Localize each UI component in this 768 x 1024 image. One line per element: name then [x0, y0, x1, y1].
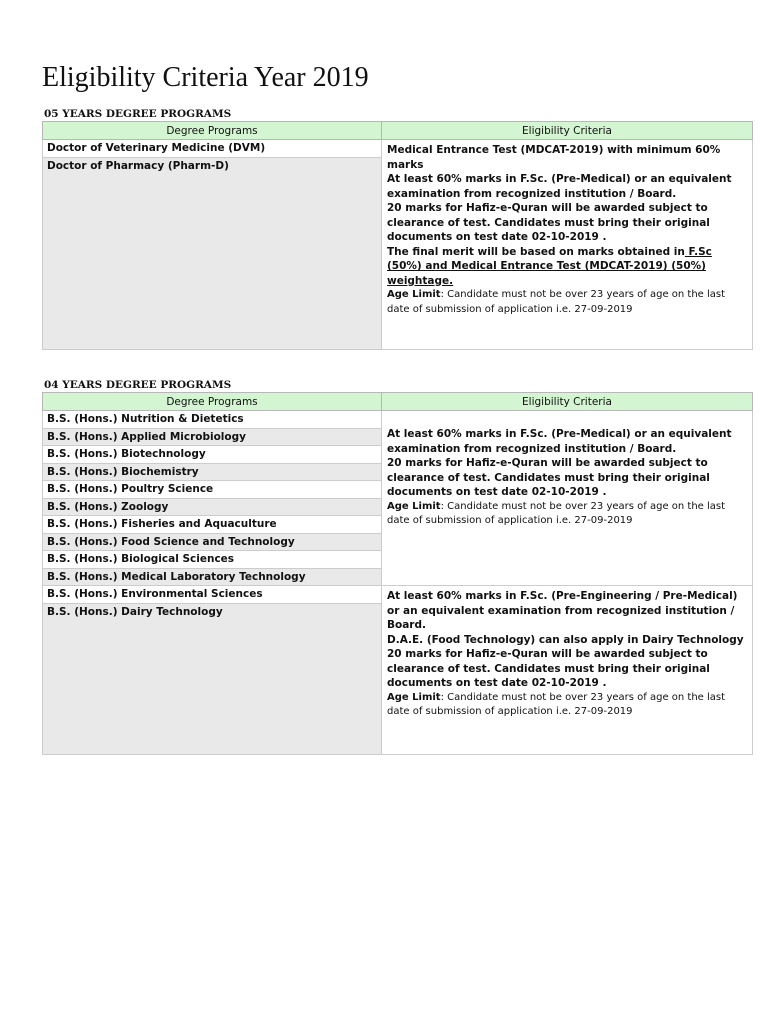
- table-4yr-programs: [42, 392, 753, 755]
- age-limit-label: Age Limit: [387, 500, 441, 512]
- criteria-fsc: At least 60% marks in F.Sc. (Pre-Engineering / Pre-Medical) or an equivalent examination from recognized institution / Board.: [387, 590, 738, 631]
- section-heading-4yr: 04 YEARS DEGREE PROGRAMS: [44, 379, 232, 391]
- col-header-criteria: Eligibility Criteria: [382, 393, 753, 411]
- empty-cell: [43, 174, 382, 350]
- program-cell: B.S. (Hons.) Food Science and Technology: [43, 533, 382, 551]
- program-cell: Doctor of Pharmacy (Pharm-D): [43, 157, 382, 174]
- table-5yr-programs: [42, 121, 753, 350]
- col-header-programs: Degree Programs: [43, 122, 382, 140]
- criteria-mdcat: Medical Entrance Test (MDCAT-2019) with minimum 60% marks: [387, 144, 721, 171]
- program-cell: Doctor of Veterinary Medicine (DVM): [43, 140, 382, 158]
- criteria-hafiz: 20 marks for Hafiz-e-Quran will be awarded subject to clearance of test. Candidates must bring their original documents on test date 02-10-2019 .: [387, 648, 710, 689]
- criteria-cell-group-a: [382, 411, 753, 586]
- age-limit-text: : Candidate must not be over 23 years of age on the last date of submission of application i.e. 27-09-2019: [387, 500, 726, 526]
- program-cell: B.S. (Hons.) Environmental Sciences: [43, 586, 382, 604]
- program-cell: B.S. (Hons.) Biochemistry: [43, 463, 382, 481]
- criteria-hafiz: 20 marks for Hafiz-e-Quran will be awarded subject to clearance of test. Candidates must bring their original documents on test date 02-10-2019 .: [387, 202, 710, 243]
- age-limit-label: Age Limit: [387, 691, 441, 703]
- criteria-fsc: At least 60% marks in F.Sc. (Pre-Medical) or an equivalent examination from recognized institution / Board.: [387, 173, 732, 200]
- age-limit-text: : Candidate must not be over 23 years of age on the last date of submission of application i.e. 27-09-2019: [387, 691, 726, 717]
- criteria-cell-5yr: [382, 140, 753, 350]
- criteria-fsc: At least 60% marks in F.Sc. (Pre-Medical) or an equivalent examination from recognized institution / Board.: [387, 428, 732, 455]
- program-cell: B.S. (Hons.) Applied Microbiology: [43, 428, 382, 446]
- program-cell: B.S. (Hons.) Medical Laboratory Technology: [43, 568, 382, 586]
- program-cell: B.S. (Hons.) Biotechnology: [43, 446, 382, 464]
- page-title: Eligibility Criteria Year 2019: [42, 62, 369, 93]
- age-limit-text: : Candidate must not be over 23 years of age on the last date of submission of application i.e. 27-09-2019: [387, 289, 726, 315]
- criteria-merit: [387, 245, 748, 289]
- program-cell: B.S. (Hons.) Biological Sciences: [43, 551, 382, 569]
- program-cell: B.S. (Hons.) Fisheries and Aquaculture: [43, 516, 382, 534]
- empty-cell: [43, 620, 382, 755]
- section-heading-5yr: 05 YEARS DEGREE PROGRAMS: [44, 108, 232, 120]
- criteria-age-limit: [387, 691, 748, 720]
- criteria-hafiz: 20 marks for Hafiz-e-Quran will be awarded subject to clearance of test. Candidates must bring their original documents on test date 02-10-2019 .: [387, 457, 710, 498]
- program-cell: B.S. (Hons.) Nutrition & Dietetics: [43, 411, 382, 429]
- merit-intro: The final merit will be based on marks obtained in: [387, 245, 685, 258]
- program-cell: B.S. (Hons.) Dairy Technology: [43, 603, 382, 620]
- merit-weightage: F.Sc (50%) and Medical Entrance Test (MDCAT-2019) (50%) weightage.: [387, 245, 712, 287]
- criteria-dae: D.A.E. (Food Technology) can also apply in Dairy Technology: [387, 633, 744, 646]
- criteria-age-limit: [387, 288, 748, 317]
- age-limit-label: Age Limit: [387, 289, 441, 300]
- col-header-programs: Degree Programs: [43, 393, 382, 411]
- criteria-age-limit: [387, 500, 748, 529]
- program-cell: B.S. (Hons.) Poultry Science: [43, 481, 382, 499]
- criteria-cell-group-b: [382, 586, 753, 755]
- col-header-criteria: Eligibility Criteria: [382, 122, 753, 140]
- program-cell: B.S. (Hons.) Zoology: [43, 498, 382, 516]
